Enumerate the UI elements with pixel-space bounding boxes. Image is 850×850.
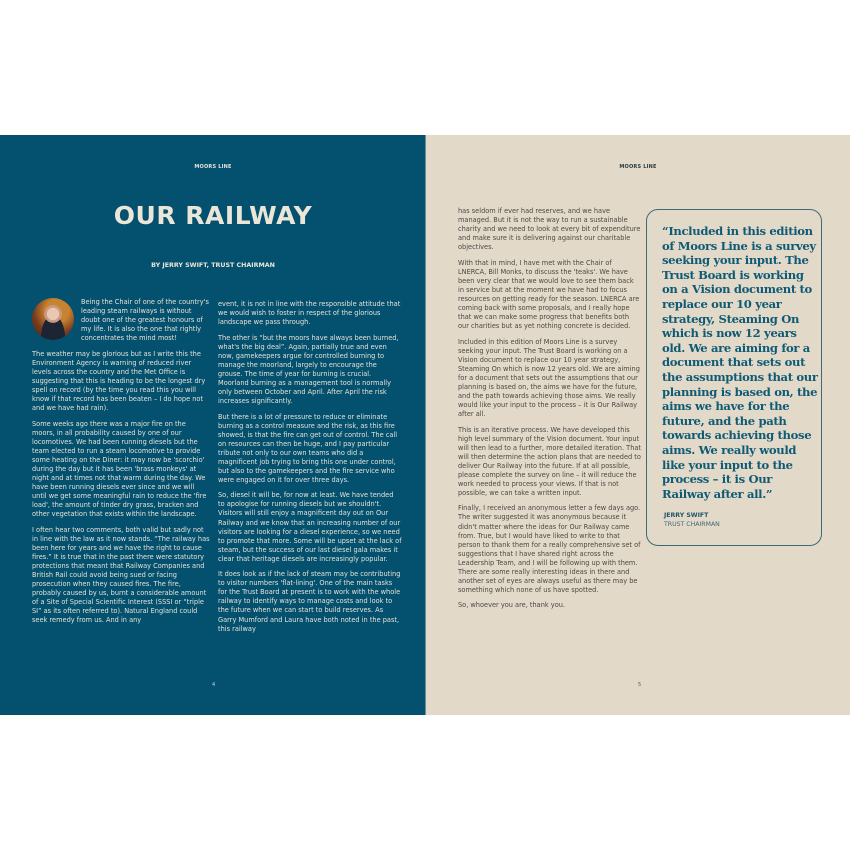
left-column-2 xyxy=(218,300,402,640)
paragraph: Some weeks ago there was a major fire on the moors, in all probability caused by one of our locomotives. We had been running diesels but the team elected to run a steam locomotive to provide some heating on the Diner: it may now be 'scorchio' during the day but it has been 'brass monkeys' at night and at times not that warm during the day. We have been running diesels ever since and we will until we get some meaningful rain to reduce the 'fire load', the amount of tinder dry grass, bracken and other vegetation that exists within the landscape. xyxy=(32,419,207,519)
right-page xyxy=(426,135,850,715)
page-number: 4 xyxy=(212,682,216,688)
paragraph: But there is a lot of pressure to reduce or eliminate burning as a control measure and the risk, as this fire showed, is that the fire can get out of control. The call on resources can then be huge, and I pay particular tribute not only to our own teams who did a magnificent job trying to bring this one under control, but also to the gamekeepers and the fire service who were engaged on it for over three days. xyxy=(218,412,398,484)
right-column-1 xyxy=(458,207,641,617)
paragraph: I often hear two comments, both valid but sadly not in line with the law as it now stands. “The railway has been here for years and we have the right to cause fires.” It is true that in the past there were statutory protections that meant that Railway Companies and British Rail could avoid being sued or facing prosecution when they caused fires. The fire, probably caused by us, burnt a considerable amount of a Site of Special Scientific Interest (SSSI or “triple SI” as its often referred to). Natural England could seek remedy from us. And in any xyxy=(32,525,210,625)
article-title: OUR RAILWAY xyxy=(113,201,313,230)
paragraph: The weather may be glorious but as I write this the Environment Agency is warning of reduced river levels across the country and the Met Office is suggesting that this is heading to be the longest dry spell on record (by the time you read this you will know if that record has been beaten – I do hope not and we have had rain). xyxy=(32,349,206,413)
paragraph: So, whoever you are, thank you. xyxy=(458,601,566,610)
left-page xyxy=(0,135,426,715)
page-number: 5 xyxy=(638,682,642,688)
byline: BY JERRY SWIFT, TRUST CHAIRMAN xyxy=(151,262,275,269)
paragraph: Finally, I received an anonymous letter a few days ago. The writer suggested it was anonymous because it didn't matter where the ideas for Our Railway came from. True, but I would have liked to write to that person to thank them for a really comprehensive set of suggestions that I have shared right across the Leadership Team, and I will be following up with them. There are some really interesting ideas in there and another set of eyes are always useful as there may be something which none of us have spotted. xyxy=(458,504,641,594)
left-column-1 xyxy=(32,298,210,632)
paragraph: It does look as if the lack of steam may be contributing to visitor numbers 'flat-lining'. One of the main tasks for the Trust Board at present is to work with the whole railway to identify ways to manage costs and look to the future when we can start to build reserves. As Garry Mumford and Laura have both noted in the past, this railway xyxy=(218,570,401,633)
paragraph: Included in this edition of Moors Line is a survey seeking your input. The Trust Board is working on a Vision document to replace our 10 year strategy, Steaming On which is now 12 years old. We are aiming for a document that sets out the assumptions that our planning is based on, the aims we have for the future, and the path towards achieving those aims. We really would like your input to the process – it is Our Railway after all. xyxy=(458,337,640,418)
pull-quote-role: TRUST CHAIRMAN xyxy=(664,521,720,528)
running-head: MOORS LINE xyxy=(194,164,232,170)
paragraph: has seldom if ever had reserves, and we have managed. But it is not the way to run a sustainable charity and we need to look at every bit of expenditure and make sure it is delivering against our charitable objectives. xyxy=(458,207,641,252)
paragraph: This is an iterative process. We have developed this high level summary of the Vision document. Your input will then lead to a further, more detailed iteration. That will then determine the action plans that are needed to deliver Our Railway into the future. If at all possible, please complete the survey on line – it will reduce the work needed to process your views. If that is not possible, we can take a written input. xyxy=(458,425,642,497)
running-head: MOORS LINE xyxy=(619,164,657,170)
pull-quote-text: “Included in this edition of Moors Line is a survey seeking your input. The Trust Board is working on a Vision document to replace our 10 year strategy, Steaming On which is now 12 years old. We are aiming for a document that sets out the assumptions that our planning is based on, the aims we have for the future, and the path towards achieving those aims. We really would like your input to the process – it is Our Railway after all.” xyxy=(662,224,818,501)
paragraph: With that in mind, I have met with the Chair of LNERCA, Bill Monks, to discuss the 'teaks'. We have been very clear that we would love to see them back in service but at the moment we have had to focus resources on getting ready for the season. LNERCA are coming back with some proposals, and I really hope that we can make some progress that benefits both our charities but as yet nothing concrete is decided. xyxy=(458,258,640,331)
intro-paragraph: Being the Chair of one of the country's leading steam railways is without doubt one of the greatest honours of my life. It is also the one that rightly concentrates the mind most! xyxy=(81,298,209,343)
paragraph: The other is “but the moors have always been burned, what's the big deal”. Again, partially true and even now, gamekeepers argue for controlled burning to manage the moorland, largely to encourage the grouse. The time of year for burning is crucial. Moorland burning as a management tool is normally only between October and April. After April the risk increases significantly. xyxy=(218,333,399,405)
pull-quote-author: JERRY SWIFT xyxy=(664,512,709,519)
paragraph: So, diesel it will be, for now at least. We have tended to apologise for running diesels but we shouldn't. Visitors will still enjoy a magnificent day out on Our Railway and we know that an increasing number of our visitors are looking for a diesel experience, so we need to promote that more. Some will be upset at the lack of steam, but the success of our last diesel gala makes it clear that heritage diesels are increasingly popular. xyxy=(218,491,402,563)
author-photo xyxy=(32,298,74,340)
page-gutter xyxy=(425,135,426,715)
pull-quote-box xyxy=(646,209,822,546)
paragraph: event, it is not in line with the responsible attitude that we would wish to foster in respect of the glorious landscape we pass through. xyxy=(218,300,401,327)
magazine-spread xyxy=(0,135,850,715)
